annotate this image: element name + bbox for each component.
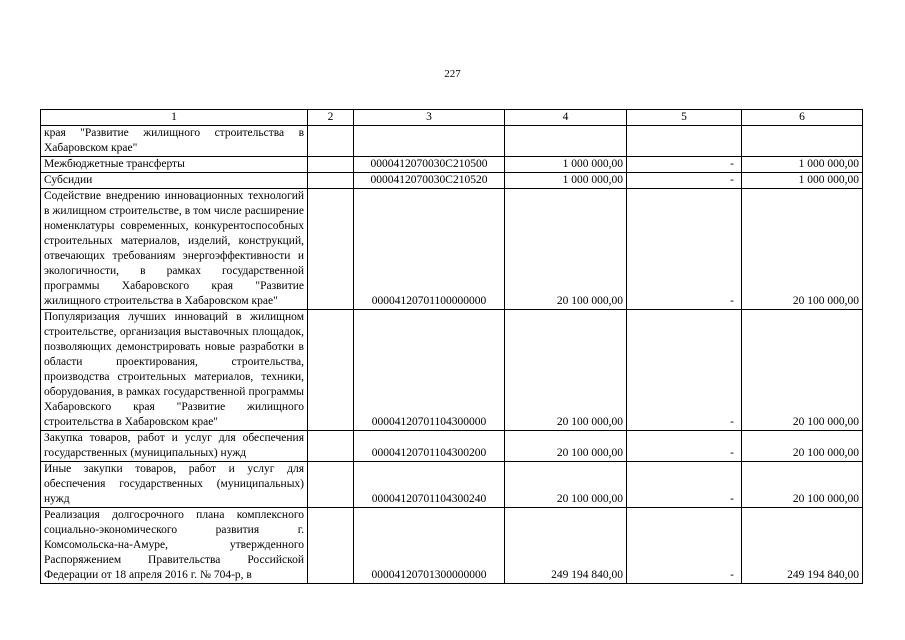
column-header: 4 — [505, 110, 627, 126]
page-number: 227 — [444, 68, 461, 80]
row-value-col4-cell: 20 100 000,00 — [505, 310, 627, 431]
row-value-col5-cell: - — [627, 189, 742, 310]
row-col2-cell — [308, 157, 354, 173]
row-code-cell: 00004120701300000000 — [354, 508, 505, 584]
row-value-col6-cell: 20 100 000,00 — [742, 431, 863, 462]
row-value-col6-cell: 1 000 000,00 — [742, 173, 863, 189]
table-row — [41, 310, 863, 431]
row-value-col4-cell: 1 000 000,00 — [505, 173, 627, 189]
row-value-col6-cell: 20 100 000,00 — [742, 189, 863, 310]
column-header: 3 — [354, 110, 505, 126]
row-col2-cell — [308, 126, 354, 157]
table-row — [41, 431, 863, 462]
row-col2-cell — [308, 431, 354, 462]
row-col2-cell — [308, 462, 354, 508]
table-row — [41, 157, 863, 173]
row-value-col4-cell: 20 100 000,00 — [505, 189, 627, 310]
column-header: 1 — [41, 110, 308, 126]
row-name-cell: Субсидии — [41, 173, 308, 189]
row-name-cell: Межбюджетные трансферты — [41, 157, 308, 173]
row-value-col5-cell: - — [627, 462, 742, 508]
row-value-col5-cell: - — [627, 310, 742, 431]
row-code-cell: 00004120701104300240 — [354, 462, 505, 508]
row-value-col5-cell: - — [627, 157, 742, 173]
row-code-cell — [354, 126, 505, 157]
row-code-cell: 0000412070030C210520 — [354, 173, 505, 189]
row-value-col4-cell: 1 000 000,00 — [505, 157, 627, 173]
column-header-row — [41, 110, 863, 126]
row-value-col4-cell — [505, 126, 627, 157]
row-name-cell: Реализация долгосрочного плана комплексного социально-экономического развития г. Комсомольска-на-Амуре, утвержденного Распоряжением Правительства Российской Федерации от 18 апреля 2016 г. № 704-р, в — [41, 508, 308, 584]
table-row — [41, 126, 863, 157]
row-value-col6-cell — [742, 126, 863, 157]
row-value-col5-cell — [627, 126, 742, 157]
row-name-cell: Популяризация лучших инноваций в жилищном строительстве, организация выставочных площадок, позволяющих демонстрировать новые разработки в области проектирования, строительства, производства строительных материалов, техники, оборудования, в рамках государственной программы Хабаровского края "Развитие жилищного строительства в Хабаровском крае" — [41, 310, 308, 431]
budget-table — [40, 109, 863, 584]
row-value-col6-cell: 20 100 000,00 — [742, 310, 863, 431]
row-code-cell: 0000412070030C210500 — [354, 157, 505, 173]
row-code-cell: 00004120701104300200 — [354, 431, 505, 462]
table-row — [41, 173, 863, 189]
table-row — [41, 508, 863, 584]
row-value-col4-cell: 20 100 000,00 — [505, 462, 627, 508]
row-value-col6-cell: 249 194 840,00 — [742, 508, 863, 584]
row-col2-cell — [308, 508, 354, 584]
row-value-col4-cell: 20 100 000,00 — [505, 431, 627, 462]
row-col2-cell — [308, 310, 354, 431]
table-row — [41, 189, 863, 310]
row-name-cell: Закупка товаров, работ и услуг для обеспечения государственных (муниципальных) нужд — [41, 431, 308, 462]
row-value-col4-cell: 249 194 840,00 — [505, 508, 627, 584]
row-value-col5-cell: - — [627, 508, 742, 584]
row-value-col6-cell: 1 000 000,00 — [742, 157, 863, 173]
row-name-cell: Иные закупки товаров, работ и услуг для обеспечения государственных (муниципальных) нужд — [41, 462, 308, 508]
row-value-col5-cell: - — [627, 173, 742, 189]
row-code-cell: 00004120701104300000 — [354, 310, 505, 431]
row-code-cell: 00004120701100000000 — [354, 189, 505, 310]
column-header: 6 — [742, 110, 863, 126]
row-value-col6-cell: 20 100 000,00 — [742, 462, 863, 508]
row-col2-cell — [308, 173, 354, 189]
table-row — [41, 462, 863, 508]
row-col2-cell — [308, 189, 354, 310]
row-name-cell: Содействие внедрению инновационных технологий в жилищном строительстве, в том числе расширение номенклатуры современных, конкурентоспособных строительных материалов, изделий, конструкций, отвечающих требованиям энергоэффективности и экологичности, в рамках государственной программы Хабаровского края "Развитие жилищного строительства в Хабаровском крае" — [41, 189, 308, 310]
column-header: 2 — [308, 110, 354, 126]
row-name-cell: края "Развитие жилищного строительства в Хабаровском крае" — [41, 126, 308, 157]
column-header: 5 — [627, 110, 742, 126]
row-value-col5-cell: - — [627, 431, 742, 462]
